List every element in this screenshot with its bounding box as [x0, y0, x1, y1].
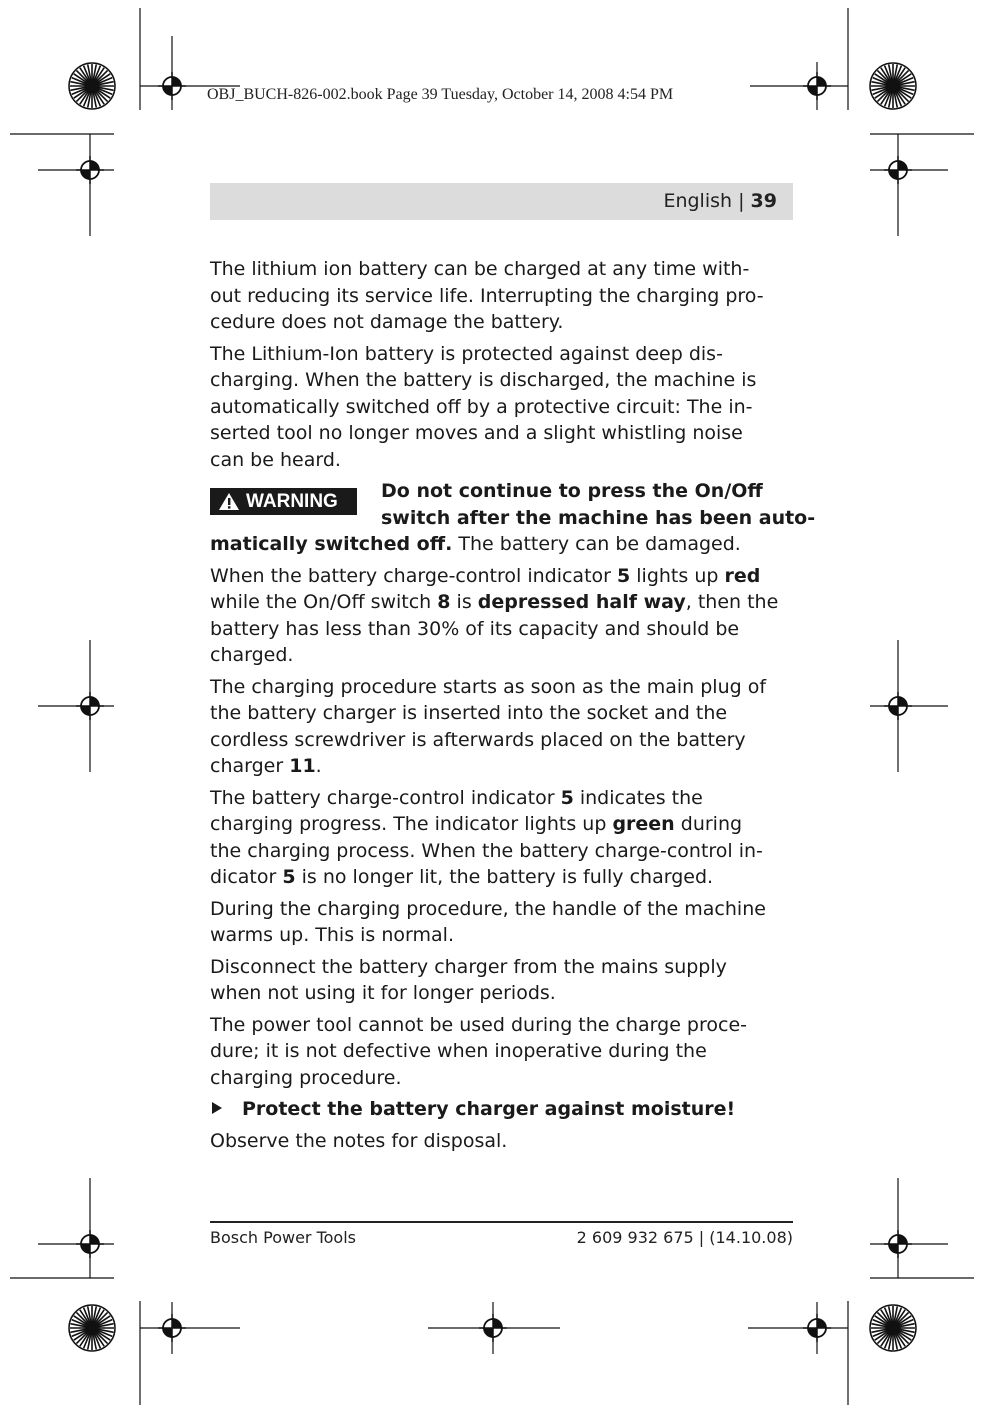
- warning-triangle-icon: [218, 492, 240, 511]
- text-run-bold: 11: [289, 755, 316, 777]
- text-line: warms up. This is normal.: [210, 924, 454, 946]
- play-arrow-icon: [210, 1096, 242, 1123]
- text-run-bold: 8: [437, 591, 451, 613]
- text-line: charged.: [210, 644, 294, 666]
- text-run: When the battery charge-control indicator: [210, 564, 617, 587]
- text-line: The lithium ion battery can be charged at any time with-: [210, 258, 750, 280]
- warning-line-2: switch after the machine has been auto-: [381, 506, 816, 529]
- text-line: Observe the notes for disposal.: [210, 1129, 508, 1152]
- footer-document-number: 2 609 932 675 | (14.10.08): [576, 1228, 793, 1247]
- text-line: The charging procedure starts as soon as the main plug of: [210, 675, 767, 698]
- paragraph-disconnect: [210, 954, 793, 1007]
- text-line: automatically switched off by a protective circuit: The in-: [210, 395, 753, 418]
- page-header-text: [663, 190, 777, 212]
- paragraph-deep-discharge: [210, 341, 793, 474]
- text-run: , then the: [685, 591, 779, 613]
- bullet-moisture: [210, 1096, 793, 1123]
- paragraph-red-indicator: [210, 563, 793, 669]
- warning-emphasis: matically switched off.: [210, 533, 453, 555]
- text-line: [210, 864, 793, 891]
- paragraph-not-defective: [210, 1012, 793, 1092]
- text-run: lights up: [630, 564, 725, 587]
- footer-company: Bosch Power Tools: [210, 1228, 356, 1247]
- paragraph-handle-warms: [210, 896, 793, 949]
- text-line: During the charging procedure, the handle of the machine: [210, 897, 766, 920]
- header-separator: |: [738, 190, 745, 212]
- text-line: The power tool cannot be used during the charge proce-: [210, 1013, 747, 1036]
- text-line: charging procedure.: [210, 1066, 402, 1089]
- text-run-bold: 5: [282, 866, 296, 888]
- warning-line-3: [210, 531, 793, 558]
- text-run: charging progress. The indicator lights up: [210, 813, 613, 835]
- text-run: charger: [210, 755, 290, 777]
- text-run: while the On/Off switch: [210, 591, 438, 613]
- header-page-number: 39: [750, 190, 777, 212]
- text-line: [210, 785, 793, 812]
- text-line: [210, 753, 793, 780]
- text-line: can be heard.: [210, 448, 341, 471]
- text-line: Disconnect the battery charger from the mains supply: [210, 955, 727, 978]
- paragraph-disposal: [210, 1128, 793, 1155]
- text-line: the charging process. When the battery charge-control in-: [210, 839, 763, 862]
- text-run-bold: 5: [560, 786, 574, 809]
- text-run-bold: green: [612, 813, 675, 835]
- text-line: out reducing its service life. Interrupting the charging pro-: [210, 284, 764, 307]
- page-header-band: [210, 183, 793, 220]
- text-line: serted tool no longer moves and a slight whistling noise: [210, 422, 743, 444]
- warning-label: WARNING: [246, 491, 338, 512]
- text-run-bold: 5: [617, 564, 631, 587]
- paragraph-charging-start: [210, 674, 793, 780]
- text-line: [210, 811, 793, 838]
- text-run: indicates the: [573, 786, 703, 809]
- warning-rest: The battery can be damaged.: [452, 533, 741, 555]
- paragraph-charging-progress: [210, 785, 793, 891]
- bullet-text: Protect the battery charger against moisture!: [242, 1098, 736, 1120]
- text-run: .: [315, 755, 322, 777]
- book-header-line: OBJ_BUCH-826-002.book Page 39 Tuesday, October 14, 2008 4:54 PM: [207, 86, 674, 103]
- text-run-bold: red: [724, 564, 761, 587]
- text-run: dicator: [210, 866, 283, 888]
- footer-rule: [210, 1221, 793, 1223]
- text-line: [210, 563, 793, 590]
- warning-block: [210, 478, 816, 558]
- text-line: The Lithium-Ion battery is protected against deep dis-: [210, 342, 723, 365]
- warning-badge: [210, 488, 357, 515]
- text-run: The battery charge-control indicator: [210, 786, 561, 809]
- body-text: [210, 256, 816, 1159]
- text-line: the battery charger is inserted into the socket and the: [210, 702, 728, 724]
- text-line: battery has less than 30% of its capacity and should be: [210, 617, 740, 640]
- text-run: is: [450, 591, 478, 613]
- text-line: cedure does not damage the battery.: [210, 311, 564, 333]
- text-line: charging. When the battery is discharged, the machine is: [210, 369, 757, 391]
- warning-line-1: Do not continue to press the On/Off: [381, 480, 763, 502]
- text-line: dure; it is not defective when inoperative during the: [210, 1040, 707, 1062]
- paragraph-charging-anytime: [210, 256, 793, 336]
- text-run: is no longer lit, the battery is fully charged.: [295, 866, 714, 888]
- text-line: cordless screwdriver is afterwards placed on the battery: [210, 728, 746, 751]
- text-run: during: [674, 813, 743, 835]
- text-line: when not using it for longer periods.: [210, 982, 556, 1004]
- text-line: [210, 589, 793, 616]
- text-run-bold: depressed half way: [477, 591, 686, 613]
- header-language: English: [663, 190, 733, 212]
